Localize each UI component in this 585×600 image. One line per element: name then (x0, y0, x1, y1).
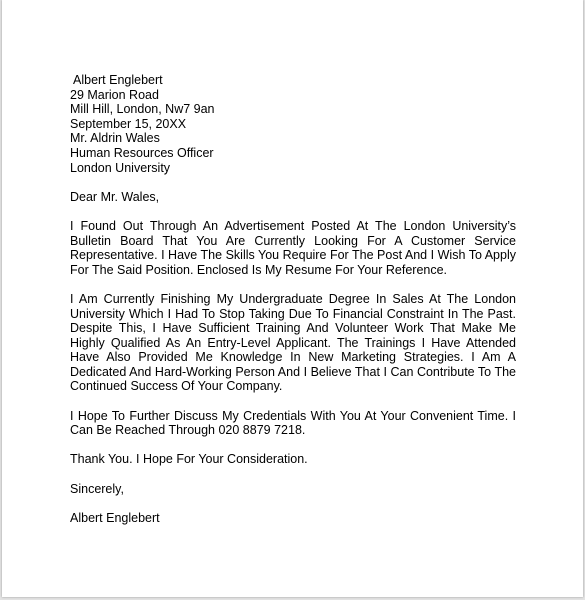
closing: Sincerely, (70, 481, 124, 496)
letter-body (70, 73, 516, 525)
recipient-organization: London University (70, 160, 171, 175)
sender-address-block (70, 73, 516, 117)
spacer (70, 496, 516, 511)
recipient-name: Mr. Aldrin Wales (70, 131, 160, 146)
spacer (70, 467, 516, 482)
signature-name: Albert Englebert (70, 510, 160, 525)
spacer (70, 204, 516, 219)
spacer (70, 175, 516, 190)
body-paragraph-2: I Am Currently Finishing My Undergraduate Degree In Sales At The London University Which I Had To Stop Taking Due To Financial Constraint In The Past. Despite This, I Have Sufficient Training And Volunteer Work That Make Me Highly Qualified As An Entry-Level Applicant. The Trainings I Have Attended Have Also Provided Me Knowledge In New Marketing Strategies. I Am A Dedicated And Hard-Working Person And I Believe That I Can Contribute To The Continued Success Of Your Company. (70, 291, 516, 394)
recipient-title: Human Resources Officer (70, 145, 214, 160)
body-paragraph-3: I Hope To Further Discuss My Credentials With You At Your Convenient Time. I Can Be Reached Through 020 8879 7218. (70, 408, 516, 438)
sender-street: 29 Marion Road (70, 87, 159, 102)
recipient-address-block (70, 131, 516, 175)
sender-name: Albert Englebert (73, 73, 163, 87)
spacer (70, 394, 516, 409)
spacer (70, 277, 516, 292)
document-page (2, 0, 583, 597)
body-paragraph-1: I Found Out Through An Advertisement Posted At The London University’s Bulletin Board That You Are Currently Looking For A Customer Service Representative. I Have The Skills You Require For The Post And I Wish To Apply For The Said Position. Enclosed Is My Resume For Your Reference. (70, 218, 516, 277)
spacer (70, 438, 516, 453)
sender-city: Mill Hill, London, Nw7 9an (70, 102, 215, 117)
body-paragraph-4: Thank You. I Hope For Your Consideration. (70, 452, 308, 467)
salutation: Dear Mr. Wales, (70, 189, 160, 204)
letter-date: September 15, 20XX (70, 116, 187, 131)
